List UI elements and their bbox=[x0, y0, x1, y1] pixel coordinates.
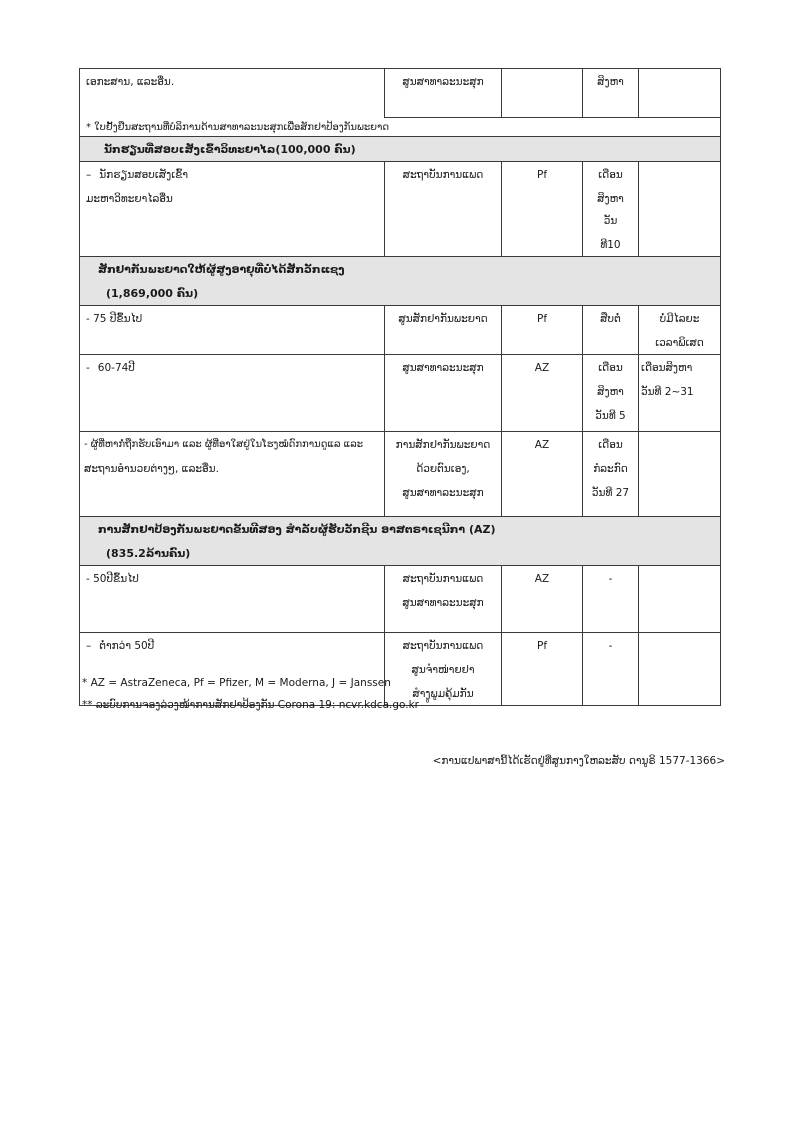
table-row: - 60-74ປີ ສູນສາທາລະນະສຸກ AZ ເດືອນ ສິງຫາ ວັນທີ 5 ເດືອນສິງຫາ ວັນທີ 2~31 bbox=[80, 354, 721, 431]
table-row: – ນັກຮຽນສອບເສັງເຂົ້າ ມະຫາວິທະຍາໄລອື່ນ ສະຖາບັນການແພດ Pf ເດືອນ ສິງຫາ ວັນ ທີ10 bbox=[80, 161, 721, 256]
table-row: – ຕ່ຳກວ່າ 50ປີ ສະຖາບັນການແພດ ສູນຈຳໜ່າຍຢາ ສຳງູພູມຄຸ້ມກັນ Pf - bbox=[80, 632, 721, 705]
remark: ບໍ່ມີໄລຍະ bbox=[659, 312, 700, 325]
remark bbox=[639, 566, 720, 568]
section-header bbox=[80, 136, 721, 161]
vaccination-place: ສະຖາບັນການແພດ bbox=[402, 572, 484, 585]
section-subtitle: (1,869,000 ຄົນ) bbox=[106, 286, 199, 300]
target-group: ນັກຮຽນສອບເສັງເຂົ້າ bbox=[99, 168, 189, 181]
vaccination-schedule-table bbox=[79, 68, 721, 706]
target-group-line: ມະຫາວິທະຍາໄລອື່ນ bbox=[86, 192, 173, 205]
target-group: 60-74ປີ bbox=[97, 361, 135, 374]
vaccination-place: ສະຖາບັນການແພດ bbox=[402, 639, 484, 652]
vaccine-type: AZ bbox=[534, 438, 550, 451]
target-group: ເອກະສານ, ແລະອື່ນ. bbox=[86, 76, 175, 88]
remark bbox=[639, 162, 720, 164]
vaccine-type: Pf bbox=[536, 168, 548, 181]
target-group: - ຜູ້ທີ່ຫາກໍ່ຖືກຮັບເອົາມາ ແລະ ຜູ້ທີ່ອາໃສຢູ່ໃນໂຮງໝໍດົກການດູແລ ແລະ bbox=[84, 438, 364, 450]
translation-source: <ການແປພາສານີ້ໄດ້ເຮັດຢູ່ທີ່ສູນກາງໃຫລະສັບ ດານູຣິ 1577-1366> bbox=[432, 755, 725, 767]
target-group: - 50ປີຂຶ້ນໄປ bbox=[86, 572, 139, 585]
table-row bbox=[80, 565, 721, 632]
vaccine-type: AZ bbox=[534, 572, 550, 585]
vaccination-place: ສະຖາບັນການແພດ bbox=[402, 168, 484, 181]
vaccination-place-line: ສູນຈຳໜ່າຍຢາ bbox=[411, 663, 475, 676]
vaccination-period: - bbox=[608, 572, 613, 585]
vaccination-place-line: ສຳງູພູມຄຸ້ມກັນ bbox=[412, 687, 474, 700]
vaccination-place: ການສັກຢາກັນພະຍາດ bbox=[395, 438, 491, 451]
section-subtitle: (835.2ລ້ານຄົນ) bbox=[106, 546, 191, 560]
table-row bbox=[80, 305, 721, 354]
vaccination-period: ເດືອນ bbox=[598, 438, 623, 451]
table-row bbox=[80, 69, 721, 118]
vaccination-period-line: ສິງຫາ bbox=[597, 385, 624, 398]
vaccination-period-line: ວັນທີ 5 bbox=[595, 409, 626, 422]
target-group: ຕ່ຳກວ່າ 50ປີ bbox=[99, 639, 155, 652]
section-header bbox=[80, 256, 721, 305]
vaccination-period: ສືບຕໍ່ bbox=[600, 312, 621, 325]
remark bbox=[639, 633, 720, 635]
vaccination-place-line: ສູນສາທາລະນະສຸກ bbox=[402, 596, 484, 609]
vaccination-period: ເດືອນ bbox=[598, 168, 623, 181]
remark bbox=[639, 69, 720, 71]
vaccination-period: ສິງຫາ bbox=[597, 76, 624, 88]
section-title: ການສັກຢາປ້ອງກັນພະຍາດຂັ້ນທີສອງ ສຳລັບຜູ້ຮັບວັກຊີນ ອາສຕຣາເຊນີກາ (AZ) bbox=[98, 522, 496, 536]
vaccine-type: Pf bbox=[536, 639, 548, 652]
vaccination-place: ສູນສາທາລະນະສຸກ bbox=[402, 76, 484, 88]
facility-note: * ໃບຢັ້ງຢືນສະຖານທີ່ບໍລິການດ້ານສາທາລະນະສຸກເພື່ອສັກຢາປ້ອງກັນພະຍາດ bbox=[86, 121, 390, 133]
vaccination-period: ເດືອນ bbox=[598, 361, 623, 374]
target-group-line: ສະຖານອຳນວຍຕ່າງໆ, ແລະອື່ນ. bbox=[84, 462, 219, 475]
vaccination-place: ສູນສັກຢາກັນພະຍາດ bbox=[398, 312, 488, 325]
vaccination-place: ສູນສາທາລະນະສຸກ bbox=[402, 361, 484, 374]
table-note-row bbox=[80, 117, 721, 136]
vaccination-place-line: ສູນສາທາລະນະສຸກ bbox=[402, 486, 484, 499]
vaccination-period-line: ກໍລະກົດ bbox=[593, 462, 628, 475]
remark: ເດືອນສິງຫາ bbox=[641, 361, 693, 374]
section-title: ສັກຢາກັນພະຍາດໃຫ້ຜູ້ສູງອາຍຸທີ່ບໍ່ໄດ້ສັກວັກແຊງ bbox=[98, 262, 345, 276]
remark-line: ວັນທີ 2~31 bbox=[641, 385, 694, 398]
vaccination-period-line: ສິງຫາ ວັນ bbox=[597, 192, 624, 227]
remark bbox=[639, 432, 720, 434]
reservation-website-note: ** ລະບົບການຈອງລ່ວງໜ້າການສັກຢາປ້ອງກັນ Corona 19: ncvr.kdca.go.kr bbox=[82, 699, 419, 711]
vaccination-period-line: ທີ10 bbox=[600, 238, 621, 251]
section-title: ນັກຮຽນທີ່ສອບເສັງເຂົ້າວິທະຍາໄລ(100,000 ຄົນ) bbox=[104, 142, 356, 156]
section-header bbox=[80, 516, 721, 565]
target-group: - 75 ປີຂຶ້ນໄປ bbox=[86, 312, 143, 325]
abbreviation-note: * AZ = AstraZeneca, Pf = Pfizer, M = Moderna, J = Janssen bbox=[82, 677, 391, 689]
vaccination-period: - bbox=[608, 639, 613, 652]
vaccination-place-line: ດ້ວຍຕົນເອງ, bbox=[416, 462, 470, 475]
vaccination-period-line: ວັນທີ 27 bbox=[591, 486, 630, 499]
table-row bbox=[80, 431, 721, 516]
remark-line: ເວລາພິເສດ bbox=[655, 336, 704, 349]
vaccine-type: Pf bbox=[536, 312, 548, 325]
vaccine-type bbox=[502, 69, 582, 71]
vaccine-type: AZ bbox=[534, 361, 550, 374]
